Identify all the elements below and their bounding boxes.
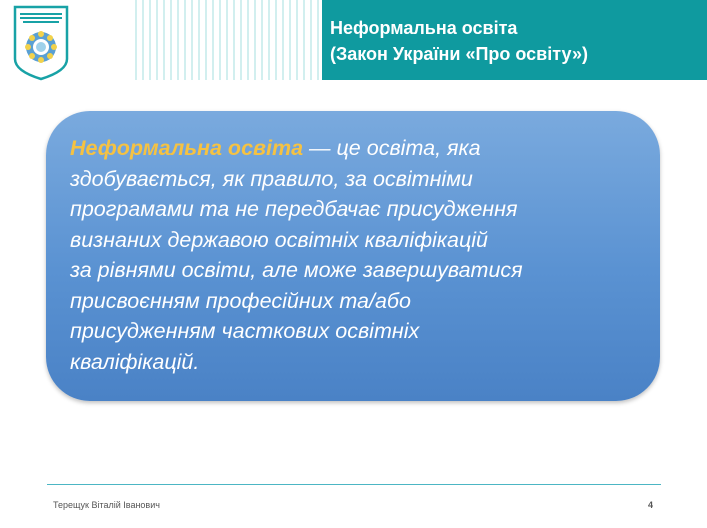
definition-line: здобувається, як правило, за освітніми — [70, 166, 473, 191]
footer-divider — [47, 484, 661, 485]
university-crest-icon — [13, 5, 69, 81]
footer-author: Терещук Віталій Іванович — [53, 500, 160, 510]
slide-header — [0, 0, 707, 80]
definition-line: за рівнями освіти, але може завершуватися — [70, 258, 523, 282]
page-subtitle: (Закон України «Про освіту») — [330, 44, 588, 64]
definition-line: визнаних державою освітніх кваліфікацій — [70, 227, 488, 252]
page-title: Неформальна освіта — [330, 18, 518, 38]
page-number: 4 — [648, 500, 654, 510]
header-stripes-decoration — [135, 0, 325, 80]
definition-line-rest: — це освіта, яка — [303, 136, 481, 160]
definition-term: Неформальна освіта — [70, 136, 304, 160]
definition-text — [70, 133, 645, 377]
title-box — [322, 0, 707, 80]
definition-line — [70, 133, 645, 164]
definition-line: кваліфікацій. — [70, 349, 200, 374]
definition-line: присвоєнням професійних та/або — [70, 288, 411, 313]
definition-line: програмами та не передбачає присудження — [70, 197, 518, 221]
definition-line: присудженням часткових освітніх — [70, 319, 420, 343]
